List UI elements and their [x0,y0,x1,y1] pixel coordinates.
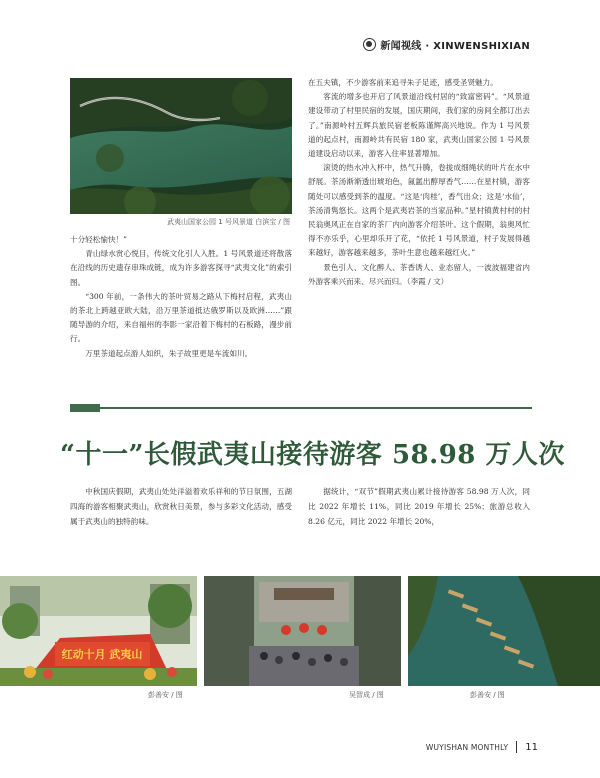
paragraph: 十分轻松愉快！” [70,235,128,244]
festival-sign-photo [0,576,197,686]
section-divider [70,407,532,409]
lead-paragraph: 据统计，“双节”假期武夷山累计接待游客 58.98 万人次，同比 2022 年增长 11%，同比 2019 年增长 25%；旅游总收入 8.26 亿元，同比 2022 年增长 20%， [308,487,530,526]
paragraph: 滚烫的热水冲入杯中，热气升腾，卷拢成细绳状的叶片在水中舒展。茶汤渐渐透出琥珀色，氤氲出醇厚香气……在星村镇，游客随处可以感受到茶的温度。“这是‘肉桂’，香气出众；这是‘水仙’，茶汤清隽悠长。这两个是武夷岩茶的当家品种。”星村镇黄村村的村民翁奥风正在自家的茶厂内向游客介绍茶叶。这个假期，翁奥风忙得不亦乐乎，心里却乐开了花，“依托 1 号风景道，村子发展得越来越好，游客越来越多，茶叶生意也越来越红火。” [308,163,530,258]
section-title: 新闻视线 · XINWENSHIXIAN [380,40,530,52]
paragraph: 万里茶道起点游人如织，朱子故里更是车流如川。 [85,348,253,358]
river-rafts-photo [408,576,600,686]
paragraph: 景色引人、文化醉人、茶香诱人、业态留人，一波波福建省内外游客乘兴而来、尽兴而归。（李霞 / 文） [308,262,530,286]
news-section-icon [363,38,376,51]
magazine-name: WUYISHAN MONTHLY [425,742,509,752]
paragraph: 客流的增多也开启了风景道沿线村居的“致富密码”。“风景道建设带动了村里民宿的发展，国庆期间，我们家的房间全都订出去了。”南源岭村五辉兵旅民宿老板陈谨辉高兴地说。作为 1 号风景道的起点村，南源岭共有民宿 180 家，武夷山国家公园 1 号风景道建设启动以来，游客入住率显著增加。 [308,92,530,159]
paragraph: 在五夫镇，不少游客前来追寻朱子足迹，感受圣贤魅力。 [308,78,498,87]
footer-separator [516,741,517,753]
festival-sign-text: 红动十月 武夷山 [61,648,143,661]
section-header [363,36,530,52]
street-crowd-photo [204,576,401,686]
paragraph: “300 年前，一条伟大的茶叶贸易之路从下梅村启程，武夷山的茶北上跨越亚欧大陆，沿万里茶道抵达俄罗斯以及欧洲……”跟随导游的介绍，来自福州的李影一家沿着下梅村的石板路，漫步前行。 [70,291,292,344]
top-photo-caption: 武夷山国家公园 1 号风景道 白滨宝 / 图 [167,218,290,226]
page-footer [426,741,538,753]
photo-caption: 彭善安 / 图 [148,691,183,699]
lead-right-column [308,484,530,529]
divider-accent [70,404,100,412]
page-number: 11 [525,741,538,753]
paragraph: 青山绿水赏心悦目，传统文化引人入胜。1 号风景道还将散落在沿线的历史遗存串珠成链，成为许多游客探寻“武夷文化”的索引图。 [70,249,292,287]
lead-paragraph: 中秋国庆假期，武夷山处处洋溢着欢乐祥和的节日氛围，五湖四海的游客相聚武夷山，欣赏秋日美景，参与多彩文化活动，感受属于武夷山的独特韵味。 [70,487,292,526]
scenic-road-photo [70,78,292,214]
lead-left-column [70,484,292,529]
photo-caption: 吴智成 / 图 [349,691,384,699]
article-headline: “十一”长假武夷山接待游客 58.98 万人次 [60,440,565,470]
left-article-column [70,233,292,361]
photo-caption: 彭善安 / 图 [470,691,505,699]
right-article-column [308,76,530,289]
